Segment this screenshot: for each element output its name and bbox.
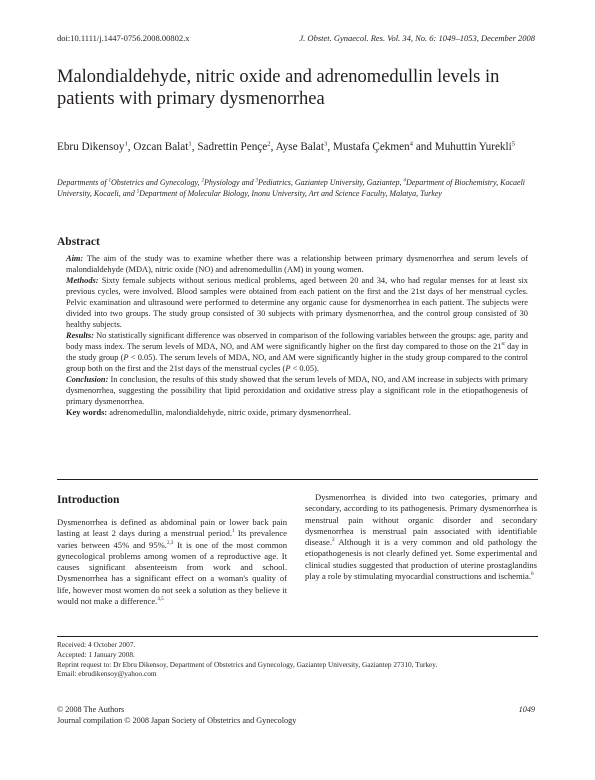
paragraph xyxy=(57,517,287,607)
citation-marker: 1 xyxy=(232,528,235,535)
paragraph-text: Its prevalence varies between 45% and 95%. xyxy=(57,528,287,550)
section-label: Key words: xyxy=(66,408,108,417)
accepted-date: Accepted: 1 January 2008. xyxy=(57,649,135,659)
section-text: adrenomedullin, malondialdehyde, nitric oxide, primary dysmenorrheal. xyxy=(107,408,351,417)
affiliation-marker: 5 xyxy=(136,189,140,195)
abstract-aim xyxy=(66,253,528,275)
affiliation-marker: 4 xyxy=(409,140,414,148)
affiliation-marker: 3 xyxy=(255,178,258,184)
p-symbol: P xyxy=(285,364,291,373)
affiliation-text: Department of Biochemistry, Kocaeli University, Kocaeli, and xyxy=(57,178,526,198)
affiliation-text: Obstetrics and Gynecology, xyxy=(110,178,202,187)
section-label: Conclusion: xyxy=(66,375,109,384)
copyright-authors: © 2008 The Authors xyxy=(57,705,125,714)
affiliation-marker: 2 xyxy=(201,178,205,184)
affiliation-marker: 4 xyxy=(403,178,406,184)
footnotes xyxy=(57,640,537,679)
citation-marker: 4,5 xyxy=(157,596,164,603)
doi: doi:10.1111/j.1447-0756.2008.00802.x xyxy=(57,33,190,43)
citation-marker: 2 xyxy=(331,537,335,544)
introduction-heading: Introduction xyxy=(57,494,120,506)
section-text: Sixty female subjects without serious medical problems, aged between 20 and 34, who had regular menses for at least six previous cycles, were involved. Blood samples were obtained from each patient on the first and the 21st days of her menstrual cycles. Pelvic examination and ultrasound were performed to determine any organic cause for dysmenorrhea in each patient. The subjects were divided into two groups. The study group consisted of 30 subjects with primary dysmenorrhea, and the control group consisted of 30 healthy subjects. xyxy=(66,276,528,329)
author-name: , Sadrettin Pençe xyxy=(191,141,268,153)
author-list xyxy=(57,141,537,155)
abstract-body xyxy=(66,253,528,418)
affiliation-marker: 1 xyxy=(124,140,128,148)
abstract-results xyxy=(66,330,528,374)
paragraph-text: Dysmenorrhea is defined as abdominal pain or lower back pain lasting at least 2 days during a menstrual period. xyxy=(57,517,287,539)
abstract-conclusion xyxy=(66,374,528,407)
affiliations xyxy=(57,178,537,200)
section-label: Results: xyxy=(66,331,94,340)
citation-marker: 2,3 xyxy=(166,539,174,546)
abstract-keywords xyxy=(66,407,528,418)
affiliation-marker: 5 xyxy=(511,140,516,148)
author-name: and Muhuttin Yurekli xyxy=(413,141,512,153)
section-text: The aim of the study was to examine whether there was a relationship between primary dysmenorrhea and serum levels of malondialdehyde (MDA), nitric oxide (NO) and adrenomedullin (AM) in young women. xyxy=(66,254,528,274)
affiliation-text: Departments of xyxy=(57,178,109,187)
copyright-journal: Journal compilation © 2008 Japan Society of Obstetrics and Gynecology xyxy=(57,716,297,725)
introduction-column-right xyxy=(305,492,537,582)
author-name: , Mustafa Çekmen xyxy=(327,141,410,153)
author-name: , Ayse Balat xyxy=(270,141,324,153)
affiliation-marker: 3 xyxy=(323,140,328,148)
paragraph xyxy=(305,492,537,582)
section-label: Aim: xyxy=(66,254,84,263)
page-number: 1049 xyxy=(518,705,535,714)
section-divider xyxy=(57,479,538,480)
affiliation-marker: 1 xyxy=(188,140,192,148)
paragraph-text: Dysmenorrhea is divided into two categories, primary and secondary, according to its pathogenesis. Primary dysmenorrhea is menstrual pain without organic disorder and secondary dysmenorrhea is menstrual pain associated with identifiable disease. xyxy=(305,492,537,548)
abstract-methods xyxy=(66,275,528,330)
paragraph-text: Although it is a very common and old pathology the etiopathogenesis is not clearly defined yet. Some experimental and clinical studies suggested that production of uterine prostaglandins play a role by stimulating myocardial constructions and ischemia. xyxy=(305,537,537,582)
paragraph-text: It is one of the most common gynecological problems among women of a reproductive age. It causes significant absenteeism from work and school. Dysmenorrhea has a significant effect on a woman's quality of life, however most women do not seek a solution as they believe it would not make a difference. xyxy=(57,539,287,607)
author-name: Ebru Dikensoy xyxy=(57,141,125,153)
p-symbol: P xyxy=(123,353,129,362)
section-text: < 0.05). xyxy=(290,364,319,373)
article-title: Malondialdehyde, nitric oxide and adrenomedullin levels in patients with primary dysmenorrhea xyxy=(57,67,500,109)
section-text: day in the study group ( xyxy=(66,342,529,362)
received-date: Received: 4 October 2007. xyxy=(57,640,136,649)
section-text: < 0.05). The serum levels of MDA, NO, and AM were significantly higher in the study group compared to the control group both on the first and the 21st days of the menstrual cycles ( xyxy=(66,353,528,373)
journal-citation: J. Obstet. Gynaecol. Res. Vol. 34, No. 6: 1049–1053, December 2008 xyxy=(299,33,535,43)
affiliation-marker: 1 xyxy=(108,178,111,184)
footnote-divider xyxy=(57,636,538,637)
section-label: Methods: xyxy=(66,276,99,285)
email-address: Email: ebrudikensoy@yahoo.com xyxy=(57,669,157,679)
affiliation-text: Department of Molecular Biology, Inonu University, Art and Science Faculty, Malatya, Turkey xyxy=(139,188,442,198)
section-text: No statistically significant difference was observed in comparison of the following variables between the groups: age, parity and body mass index. The serum levels of MDA, NO, and AM were significantly higher on the first day compared to those on the 21 xyxy=(66,331,528,351)
affiliation-marker: 2 xyxy=(267,140,271,148)
affiliation-text: Physiology and xyxy=(204,178,256,187)
author-name: , Ozcan Balat xyxy=(127,141,189,153)
introduction-column-left xyxy=(57,517,287,607)
ordinal-suffix: st xyxy=(501,342,505,348)
section-text: In conclusion, the results of this study showed that the serum levels of MDA, NO, and AM increase in subjects with primary dysmenorrhea, suggesting the possibility that lipid peroxidation and oxidative stress play a significant role in the etiopathogenesis of primary dysmenorrhea. xyxy=(66,375,528,406)
citation-marker: 6 xyxy=(531,571,534,578)
abstract-heading: Abstract xyxy=(57,236,100,248)
affiliation-text: Pediatrics, Gaziantep University, Gaziantep, xyxy=(257,178,404,187)
reprint-request: Reprint request to: Dr Ebru Dikensoy, Department of Obstetrics and Gynecology, Gaziantep University, Gaziantep 27310, Turkey. xyxy=(57,659,438,669)
